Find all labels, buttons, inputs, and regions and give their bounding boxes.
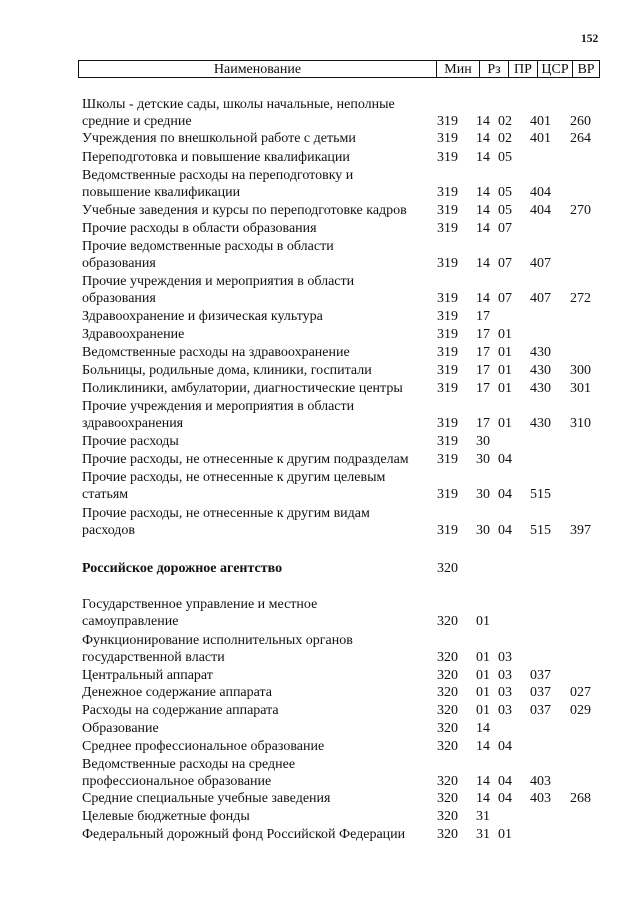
row-name-line: Учебные заведения и курсы по переподготовке кадров (82, 203, 407, 219)
row-name (82, 433, 179, 451)
row-pr: 04 (498, 791, 512, 807)
row-vr: 310 (570, 416, 591, 432)
row-name (82, 702, 279, 720)
table-row (0, 596, 640, 631)
row-pr: 04 (498, 739, 512, 755)
row-name-line: Центральный аппарат (82, 668, 213, 684)
table-row (0, 273, 640, 308)
row-csr: 037 (530, 703, 551, 719)
row-pr: 04 (498, 487, 512, 503)
row-min: 320 (437, 827, 458, 843)
row-rz: 14 (476, 114, 490, 130)
page-number: 152 (581, 33, 599, 45)
row-name-line: самоуправление (82, 614, 179, 630)
row-min: 320 (437, 614, 458, 630)
row-csr: 404 (530, 185, 551, 201)
table-row (0, 362, 640, 380)
row-rz: 01 (476, 650, 490, 666)
table-row (0, 380, 640, 398)
row-rz: 14 (476, 185, 490, 201)
row-pr: 03 (498, 650, 512, 666)
row-rz: 17 (476, 309, 490, 325)
row-name (82, 167, 353, 202)
row-name-line: Поликлиники, амбулатории, диагностические центры (82, 381, 403, 397)
row-name (82, 130, 356, 148)
row-csr: 430 (530, 416, 551, 432)
row-name (82, 326, 184, 344)
row-name-line: статьям (82, 487, 129, 503)
row-rz: 31 (476, 809, 490, 825)
row-name (82, 756, 295, 791)
table-row (0, 344, 640, 362)
row-name-line: Прочие учреждения и мероприятия в области (82, 398, 355, 414)
row-min: 320 (437, 774, 458, 790)
table-row (0, 505, 640, 540)
row-vr: 268 (570, 791, 591, 807)
row-min: 320 (437, 685, 458, 701)
row-name (82, 273, 354, 308)
row-pr: 03 (498, 668, 512, 684)
row-name (82, 684, 272, 702)
row-csr: 430 (530, 363, 551, 379)
table-row (0, 702, 640, 720)
table-row (0, 720, 640, 738)
row-rz: 17 (476, 381, 490, 397)
row-pr: 04 (498, 452, 512, 468)
row-min: 320 (437, 668, 458, 684)
row-csr: 515 (530, 487, 551, 503)
row-min: 319 (437, 185, 458, 201)
row-name-line: Российское дорожное агентство (82, 561, 283, 577)
table-row (0, 130, 640, 148)
row-csr: 430 (530, 345, 551, 361)
row-rz: 31 (476, 827, 490, 843)
row-pr: 05 (498, 203, 512, 219)
row-min: 319 (437, 523, 458, 539)
row-rz: 17 (476, 345, 490, 361)
row-min: 319 (437, 221, 458, 237)
header-rz: Рз (479, 61, 508, 77)
row-name (82, 596, 317, 631)
row-vr: 029 (570, 703, 591, 719)
row-name-line: Прочие учреждения и мероприятия в области (82, 273, 355, 289)
row-name (82, 790, 330, 808)
row-rz: 30 (476, 487, 490, 503)
row-pr: 04 (498, 523, 512, 539)
row-name (82, 469, 385, 504)
row-pr: 01 (498, 827, 512, 843)
row-rz: 14 (476, 721, 490, 737)
row-name-line: расходов (82, 523, 136, 539)
row-csr: 037 (530, 668, 551, 684)
table-row (0, 398, 640, 433)
table-row (0, 469, 640, 504)
row-name-line: Прочие расходы (82, 434, 179, 450)
row-pr: 03 (498, 703, 512, 719)
row-name-line: Прочие расходы в области образования (82, 221, 317, 237)
table-row (0, 149, 640, 167)
row-min: 319 (437, 131, 458, 147)
table-row (0, 632, 640, 667)
row-name (82, 738, 324, 756)
table-row (0, 326, 640, 344)
row-name-line: Государственное управление и местное (82, 596, 318, 612)
row-rz: 17 (476, 363, 490, 379)
row-name (82, 149, 350, 167)
row-pr: 01 (498, 381, 512, 397)
row-min: 319 (437, 150, 458, 166)
row-name (82, 380, 403, 398)
row-csr: 407 (530, 291, 551, 307)
row-rz: 01 (476, 685, 490, 701)
table-row (0, 560, 640, 578)
header-name: Наименование (213, 62, 302, 77)
row-csr: 401 (530, 114, 551, 130)
row-csr: 403 (530, 791, 551, 807)
row-name-line: Ведомственные расходы на среднее (82, 756, 296, 772)
row-name-line: Прочие расходы, не отнесенные к другим видам (82, 505, 370, 521)
row-name-line: Переподготовка и повышение квалификации (82, 150, 350, 166)
row-pr: 01 (498, 416, 512, 432)
row-pr: 01 (498, 345, 512, 361)
header-pr: ПР (508, 61, 537, 77)
row-min: 320 (437, 739, 458, 755)
row-rz: 17 (476, 416, 490, 432)
row-name-line: повышение квалификации (82, 185, 241, 201)
row-name (82, 238, 334, 273)
header-min: Мин (436, 61, 479, 77)
row-rz: 14 (476, 791, 490, 807)
row-name (82, 96, 395, 131)
row-rz: 17 (476, 327, 490, 343)
row-vr: 272 (570, 291, 591, 307)
row-pr: 05 (498, 185, 512, 201)
row-vr: 264 (570, 131, 591, 147)
table-row (0, 167, 640, 202)
row-vr: 301 (570, 381, 591, 397)
row-min: 319 (437, 345, 458, 361)
table-row (0, 96, 640, 131)
row-name (82, 202, 407, 220)
row-vr: 027 (570, 685, 591, 701)
row-name-line: Прочие расходы, не отнесенные к другим целевым (82, 469, 386, 485)
row-name-line: Прочие расходы, не отнесенные к другим подразделам (82, 452, 409, 468)
table-row (0, 202, 640, 220)
row-min: 320 (437, 721, 458, 737)
row-name (82, 560, 282, 578)
row-name-line: государственной власти (82, 650, 225, 666)
row-rz: 14 (476, 774, 490, 790)
row-pr: 01 (498, 363, 512, 379)
row-min: 319 (437, 203, 458, 219)
row-name-line: Средние специальные учебные заведения (82, 791, 331, 807)
row-min: 319 (437, 309, 458, 325)
row-csr: 403 (530, 774, 551, 790)
row-name (82, 362, 372, 380)
row-vr: 270 (570, 203, 591, 219)
row-pr: 02 (498, 131, 512, 147)
row-name-line: Среднее профессиональное образование (82, 739, 325, 755)
row-name-line: Функционирование исполнительных органов (82, 632, 353, 648)
row-name-line: Расходы на содержание аппарата (82, 703, 279, 719)
row-min: 319 (437, 291, 458, 307)
row-rz: 30 (476, 452, 490, 468)
row-min: 319 (437, 327, 458, 343)
row-min: 320 (437, 809, 458, 825)
table-row (0, 220, 640, 238)
table-row (0, 433, 640, 451)
table-row (0, 790, 640, 808)
table-row (0, 667, 640, 685)
row-name-line: Федеральный дорожный фонд Российской Федерации (82, 827, 406, 843)
row-vr: 397 (570, 523, 591, 539)
row-name-line: Денежное содержание аппарата (82, 685, 273, 701)
row-rz: 30 (476, 434, 490, 450)
row-csr: 407 (530, 256, 551, 272)
row-name-line: профессиональное образование (82, 774, 272, 790)
row-min: 319 (437, 114, 458, 130)
row-name-line: средние и средние (82, 114, 192, 130)
row-name (82, 308, 323, 326)
row-name (82, 344, 350, 362)
row-min: 320 (437, 703, 458, 719)
row-pr: 03 (498, 685, 512, 701)
row-pr: 01 (498, 327, 512, 343)
row-vr: 260 (570, 114, 591, 130)
row-min: 320 (437, 561, 458, 577)
row-min: 319 (437, 381, 458, 397)
row-rz: 14 (476, 221, 490, 237)
row-min: 319 (437, 452, 458, 468)
row-rz: 01 (476, 668, 490, 684)
row-pr: 05 (498, 150, 512, 166)
row-min: 319 (437, 256, 458, 272)
row-rz: 14 (476, 256, 490, 272)
row-csr: 430 (530, 381, 551, 397)
row-rz: 14 (476, 150, 490, 166)
row-name-line: Учреждения по внешкольной работе с детьми (82, 131, 356, 147)
row-min: 319 (437, 363, 458, 379)
row-name-line: Ведомственные расходы на переподготовку и (82, 167, 354, 183)
row-name (82, 398, 354, 433)
row-name (82, 720, 159, 738)
row-min: 319 (437, 487, 458, 503)
table-row (0, 684, 640, 702)
row-min: 319 (437, 434, 458, 450)
row-name (82, 667, 213, 685)
row-min: 320 (437, 791, 458, 807)
row-csr: 515 (530, 523, 551, 539)
row-name-line: Школы - детские сады, школы начальные, неполные (82, 96, 395, 112)
row-name (82, 220, 317, 238)
row-name-line: Больницы, родильные дома, клиники, госпитали (82, 363, 372, 379)
row-name-line: здравоохранения (82, 416, 184, 432)
row-rz: 01 (476, 703, 490, 719)
row-name-line: Ведомственные расходы на здравоохранение (82, 345, 350, 361)
row-rz: 14 (476, 739, 490, 755)
row-csr: 404 (530, 203, 551, 219)
row-rz: 14 (476, 203, 490, 219)
row-name (82, 632, 353, 667)
row-name-line: образования (82, 291, 156, 307)
table-row (0, 238, 640, 273)
table-row (0, 808, 640, 826)
row-name-line: Здравоохранение (82, 327, 185, 343)
table-row (0, 738, 640, 756)
row-pr: 02 (498, 114, 512, 130)
row-rz: 14 (476, 291, 490, 307)
row-name (82, 505, 370, 540)
row-min: 319 (437, 416, 458, 432)
row-csr: 037 (530, 685, 551, 701)
row-pr: 07 (498, 291, 512, 307)
row-name-line: Здравоохранение и физическая культура (82, 309, 323, 325)
row-name (82, 451, 409, 469)
table-row (0, 451, 640, 469)
row-name-line: Прочие ведомственные расходы в области (82, 238, 334, 254)
table-row (0, 756, 640, 791)
header-vr: ВР (572, 61, 599, 77)
row-min: 320 (437, 650, 458, 666)
row-name (82, 826, 405, 844)
row-rz: 01 (476, 614, 490, 630)
row-rz: 30 (476, 523, 490, 539)
row-pr: 04 (498, 774, 512, 790)
row-name-line: образования (82, 256, 156, 272)
row-name-line: Целевые бюджетные фонды (82, 809, 250, 825)
row-name-line: Образование (82, 721, 159, 737)
row-vr: 300 (570, 363, 591, 379)
row-name (82, 808, 250, 826)
row-pr: 07 (498, 221, 512, 237)
table-row (0, 826, 640, 844)
header-csr: ЦСР (537, 61, 572, 77)
table-row (0, 308, 640, 326)
row-csr: 401 (530, 131, 551, 147)
row-pr: 07 (498, 256, 512, 272)
row-rz: 14 (476, 131, 490, 147)
